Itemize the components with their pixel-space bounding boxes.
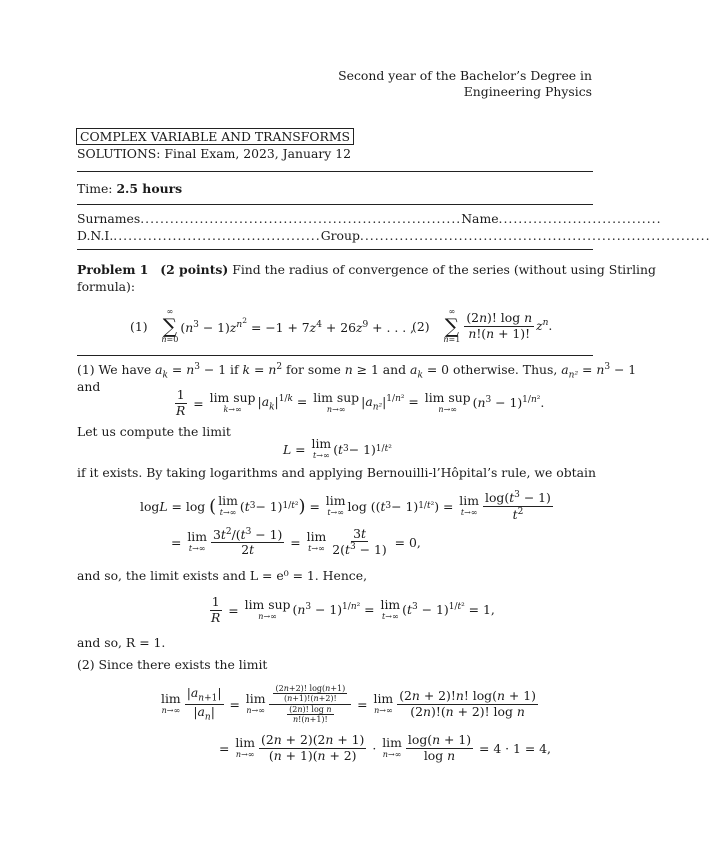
surnames-dots: .................................................................: [140, 211, 462, 226]
solution-let-us: Let us compute the limit: [77, 424, 231, 439]
eq-logL-1: log L = log ( lim t→∞ ( t 3 − 1) 1/t² ) = lim t→∞ log (( t 3 − 1) 1/t² ) = lim t→∞ $\frac{\log(t^3 - 1)}{t^2}$: [140, 490, 551, 522]
solution-if-exists: if it exists. By taking logarithms and applying Bernouilli-l’Hôpital’s rule, we obtain: [77, 465, 596, 480]
time-value: 2.5 hours: [116, 181, 183, 196]
problem-heading: Problem 1: [77, 262, 149, 277]
dni-label: D.N.I.: [77, 228, 114, 243]
eq-ratio-1: lim n→∞ $\frac{|a_{n+1}|}{|a_n|}$ = lim n→∞ $\frac{\frac{(2n+2)! \log(n+1)}{(n+1)!(n+2)!}}{\frac{\text{(2n)! log n}}{n!(n+1)!}}$ = lim n→∞ $\frac{(2n + 2)!n! \log(n + 1)}{\text{(2n)!(n + 2)! log n}}$: [161, 684, 536, 724]
name-dots: .................................: [498, 211, 662, 226]
divider: [77, 249, 593, 250]
eq-logL-2: = lim t→∞ $\frac{3t^2/(t^3 - 1)}{2t}$ = lim t→∞ $\frac{3t}{2(t^3 - 1)}$ = 0,: [171, 525, 421, 558]
group-dots: .......................................................................: [359, 228, 711, 243]
surnames-label: Surnames: [77, 211, 141, 226]
group-label: Group: [320, 228, 360, 243]
problem-statement-line1: [77, 262, 656, 277]
solution-and-so-R: and so, R = 1.: [77, 635, 166, 650]
eq-R: $\frac{1}{R}$ = lim sup n→∞ $(n^3 - 1)^{1/n^2}$ = lim t→∞ $(t^3 - 1)^{1/t^2} = 1$,: [211, 594, 495, 625]
eq-limsup-1: $\frac{1}{R}$ = lim sup k→∞ $|a_k|^{1/k}$ = lim sup n→∞ $|a_{n^2}|^{1/n^2}$ = lim sup n→∞ $(n^3 - 1)^{1/n^2}$.: [176, 387, 545, 418]
solution-p2-intro: (2) Since there exists the limit: [77, 657, 268, 672]
solution-and-so-limit: and so, the limit exists and L = e⁰ = 1. Hence,: [77, 568, 368, 583]
problem-points: (2 points): [160, 262, 229, 277]
problem-text: Find the radius of convergence of the series (without using Stirling: [232, 262, 656, 277]
solution-p1-line1: (1) We have $a_k = n^3 - 1$ if $k = n^2$ for some n ≥ 1 and $a_k = 0$ otherwise. Thus, $a_{n^2} = n^3 - 1$: [77, 362, 637, 381]
eq-L: L = lim t→∞ ( t 3 − 1) 1/t²: [283, 435, 392, 461]
series-2: (2) ∞ ∑ n=1 $\frac{\text{(2n)! log n}}{n!(n + 1)!}$ $z^n$.: [412, 307, 553, 344]
divider: [77, 171, 593, 172]
divider: [77, 204, 593, 205]
time-label: Time:: [77, 181, 113, 196]
header-line-1: Second year of the Bachelor’s Degree in: [338, 68, 592, 83]
eq-ratio-2: = lim n→∞ $\frac{(2n + 2)(2n + 1)}{(n + 1)(n + 2)}$ · lim n→∞ $\frac{\log(n + 1)}{\text{log n}}$ = 4 · 1 = 4,: [219, 732, 552, 763]
dni-dots: ..........................................: [113, 228, 321, 243]
header-line-2: Engineering Physics: [463, 84, 592, 99]
surnames-row: [77, 211, 662, 226]
series-2-label: (2): [412, 318, 430, 334]
course-subtitle: SOLUTIONS: Final Exam, 2023, January 12: [77, 146, 352, 161]
divider: [77, 355, 593, 356]
series-1: (1) ∞ ∑ n=0 $(n^3 - 1)z^{n^2} = -1 + 7z^4 + 26z^9$ + . . . ,: [130, 307, 415, 344]
solution-and: and: [77, 379, 101, 394]
problem-statement-line2: formula):: [77, 279, 136, 294]
dni-row: [77, 228, 711, 243]
course-title: COMPLEX VARIABLE AND TRANSFORMS: [76, 128, 354, 145]
time-line: [77, 181, 182, 196]
name-label: Name: [461, 211, 499, 226]
series-1-label: (1): [130, 318, 148, 334]
